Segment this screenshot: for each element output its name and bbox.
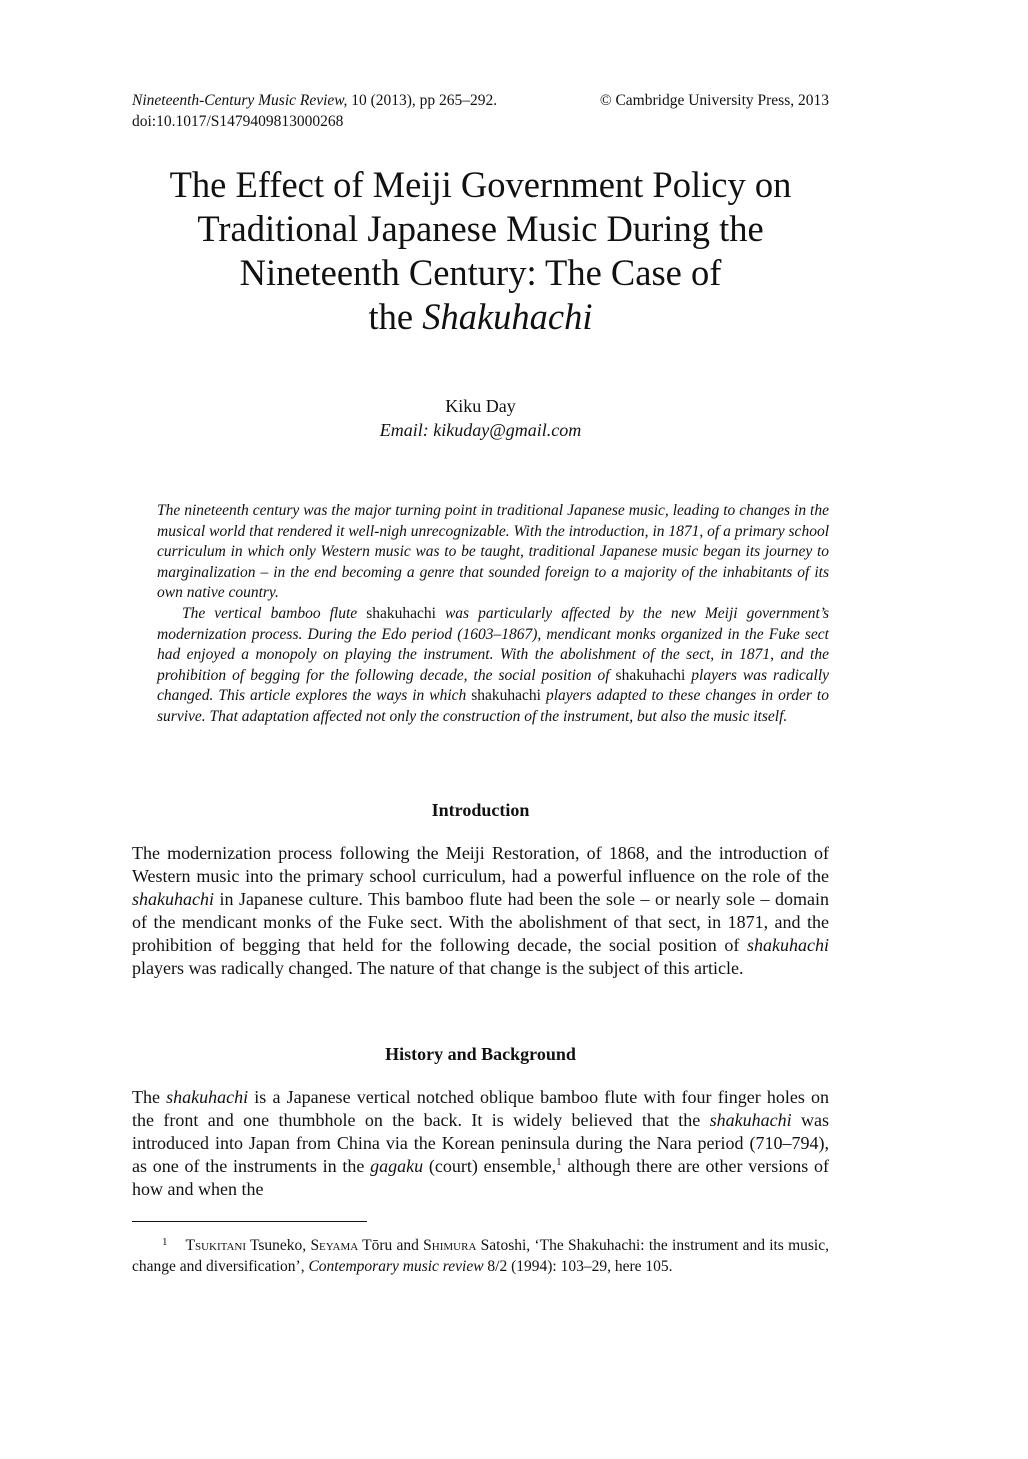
footnote-text: Tōru and	[358, 1237, 424, 1254]
author-name: Kiku Day	[445, 396, 516, 416]
section-heading-introduction: Introduction	[431, 800, 530, 820]
footnote-journal: Contemporary music review	[308, 1258, 484, 1275]
footnote-author: Tsukitani	[185, 1237, 247, 1254]
journal-name: Nineteenth-Century Music Review,	[132, 92, 348, 109]
footnote	[132, 1232, 829, 1277]
body-text: in Japanese culture. This bamboo flute had been the sole – or nearly sole – domain of the mendicant monks of the Fuke sect. With the abolishment of that sect, in 1871, and the prohibition of begging that held for the following decade, the social position of	[132, 888, 829, 955]
title-line-2: Traditional Japanese Music During the	[197, 208, 764, 249]
abstract-text: was particularly affected by the new Meiji government’s modernization process. During the Edo period (1603–1867), mendicant monks organized in the Fuke sect had enjoyed a monopoly on playing the instrument. With the abolishment of the sect, in 1871, and the prohibition of begging for the following decade, the social position of	[157, 604, 829, 684]
introduction-paragraph	[132, 842, 829, 979]
body-term: gagaku	[370, 1155, 424, 1176]
body-text: The modernization process following the Meiji Restoration, of 1868, and the introduction of Western music into the primary school curriculum, had a powerful influence on the role of the	[132, 843, 829, 886]
abstract-text: players was radically changed. This article explores the ways in which	[157, 666, 830, 705]
copyright: © Cambridge University Press, 2013	[599, 92, 829, 109]
footnote-number: 1	[162, 1236, 168, 1248]
journal-info: 10 (2013), pp 265–292.	[347, 92, 498, 109]
abstract-term: shakuhachi	[471, 687, 541, 705]
author-email: Email: kikuday@gmail.com	[379, 420, 582, 440]
abstract-paragraph-1: The nineteenth century was the major turning point in traditional Japanese music, leading to changes in the musical world that rendered it well-nigh unrecognizable. With the introduction, in 1871, of a primary school curriculum in which only Western music was to be taught, traditional Japanese music began its journey to marginalization – in the end becoming a genre that sounded foreign to a majority of the inhabitants of its own native country.	[157, 502, 829, 602]
section-heading-history: History and Background	[385, 1044, 576, 1064]
footnote-author: Shimura	[423, 1237, 477, 1254]
introduction-text	[132, 842, 829, 979]
footnote-text: Satoshi, ‘The Shakuhachi: the instrument and its music, change and diversification’,	[132, 1237, 829, 1275]
footnote-divider	[132, 1221, 367, 1222]
title-line-3: Nineteenth Century: The Case of	[239, 252, 722, 293]
title-line-4	[132, 295, 829, 339]
body-term: shakuhachi	[166, 1087, 249, 1107]
body-text: The	[132, 1087, 167, 1107]
abstract-term: shakuhachi	[615, 666, 686, 684]
footnote-reference[interactable]: 1	[556, 1155, 562, 1168]
body-text: although there are other versions of how and when the	[132, 1155, 829, 1199]
abstract-text: The vertical bamboo flute	[182, 604, 367, 622]
abstract	[157, 501, 829, 728]
title-italic-shakuhachi: Shakuhachi	[422, 296, 593, 337]
history-text	[132, 1086, 829, 1201]
title-line-1: The Effect of Meiji Government Policy on	[169, 164, 792, 205]
body-text: (court) ensemble,	[423, 1155, 557, 1176]
article-title	[132, 163, 829, 339]
body-term: shakuhachi	[709, 1109, 792, 1130]
body-term: shakuhachi	[132, 888, 214, 909]
title-line-4-prefix: the	[368, 296, 423, 337]
body-text: players was radically changed. The nature of that change is the subject of this article.	[132, 957, 744, 978]
footnote-text: 8/2 (1994): 103–29, here 105.	[483, 1258, 673, 1275]
footnote-author: Seyama	[310, 1237, 359, 1254]
abstract-text: players adapted to these changes in order to survive. That adaptation affected not only the construction of the instrument, but also the music itself.	[157, 687, 829, 725]
doi: doi:10.1017/S1479409813000268	[132, 113, 344, 130]
body-text: is a Japanese vertical notched oblique bamboo flute with four finger holes on the front and one thumbhole on the back. It is widely believed that the	[132, 1087, 829, 1130]
author-block	[132, 394, 829, 442]
journal-citation	[132, 90, 497, 111]
journal-header	[132, 90, 829, 132]
abstract-paragraph-2	[157, 604, 829, 728]
body-term: shakuhachi	[747, 934, 829, 955]
history-paragraph	[132, 1086, 829, 1201]
footnote-text: Tsuneko,	[246, 1237, 311, 1254]
body-text: was introduced into Japan from China via the Korean peninsula during the Nara period (710–794), as one of the instruments in the	[132, 1109, 829, 1176]
abstract-term: shakuhachi	[366, 604, 436, 622]
